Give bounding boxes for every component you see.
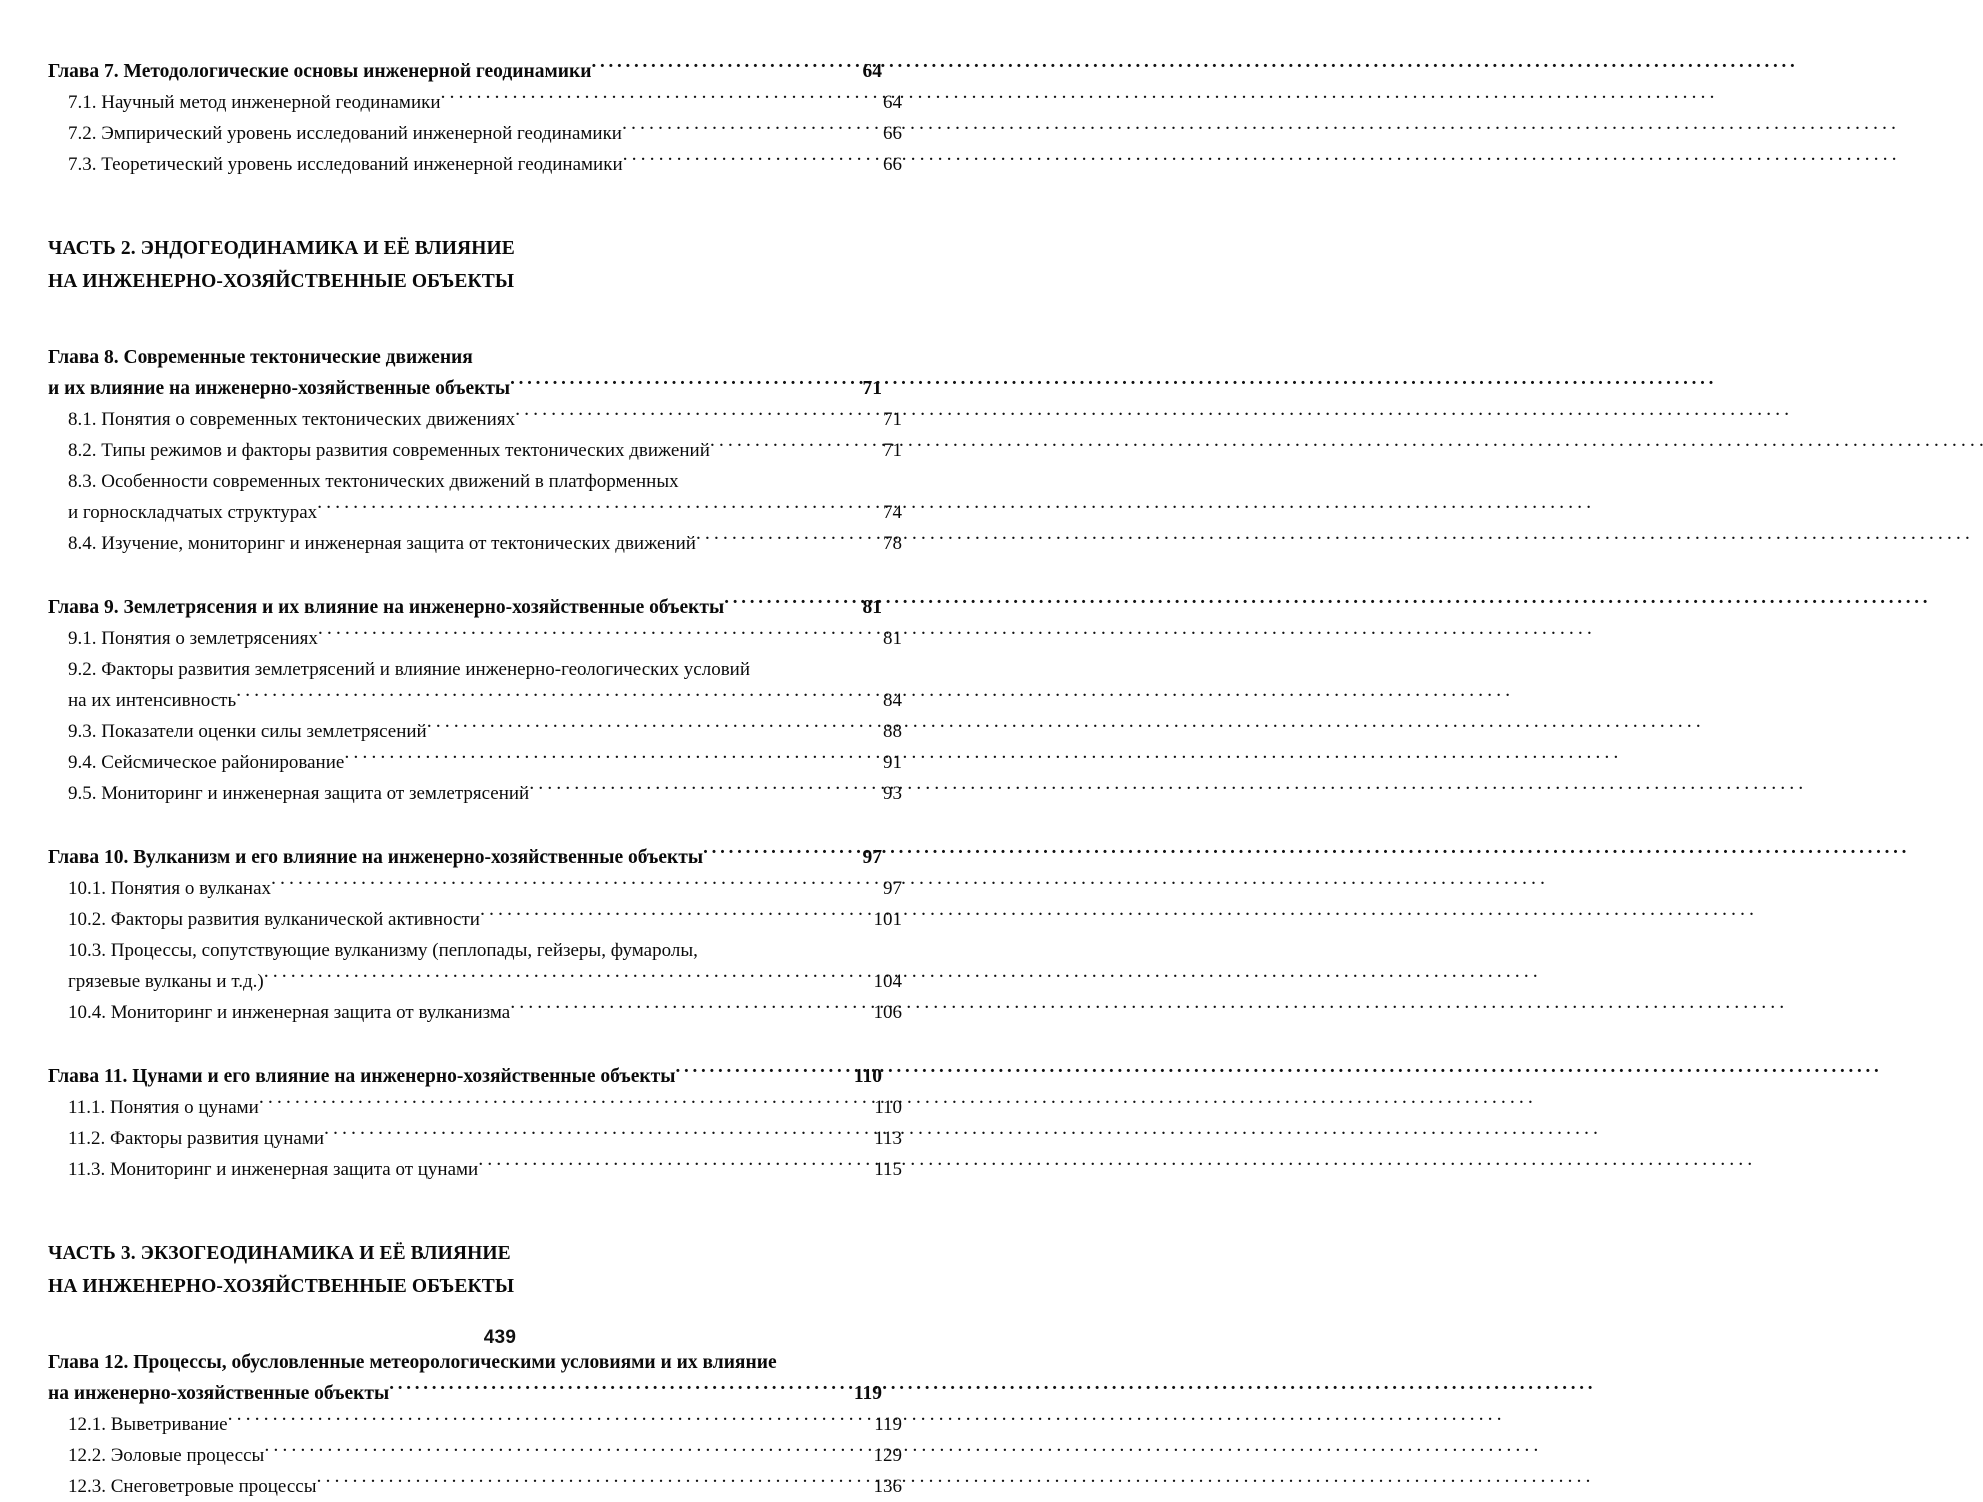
toc-entry-8-2[interactable] bbox=[48, 435, 902, 466]
toc-entry-page: 64 bbox=[883, 92, 902, 113]
toc-entry-page: 106 bbox=[873, 1002, 902, 1023]
leader-dots bbox=[318, 625, 872, 644]
leader-dots bbox=[623, 151, 872, 170]
toc-entry-page: 66 bbox=[883, 123, 902, 144]
toc-entry-label: Глава 10. Вулканизм и его влияние на инженерно-хозяйственные объекты bbox=[48, 847, 704, 868]
toc-entry-page: 136 bbox=[873, 1476, 902, 1497]
toc-entry-page: 71 bbox=[883, 409, 902, 430]
toc-entry-page: 110 bbox=[874, 1097, 902, 1118]
leader-dots bbox=[228, 1411, 872, 1430]
leader-dots bbox=[427, 718, 872, 737]
toc-entry-page: 74 bbox=[883, 502, 902, 523]
toc-entry-label: 10.4. Мониторинг и инженерная защита от вулканизма bbox=[68, 1002, 511, 1023]
chapter-group-9 bbox=[48, 592, 902, 809]
toc-entry-page: 78 bbox=[883, 533, 902, 554]
leader-dots bbox=[510, 999, 872, 1018]
leader-dots bbox=[703, 844, 852, 864]
toc-entry-page: 81 bbox=[883, 628, 902, 649]
leader-dots bbox=[710, 437, 872, 456]
toc-entry-label: 11.1. Понятия о цунами bbox=[68, 1097, 259, 1118]
toc-entry-9-5[interactable] bbox=[48, 778, 902, 809]
toc-entry-7-3[interactable] bbox=[48, 149, 902, 180]
toc-entry-page: 66 bbox=[883, 154, 902, 175]
part-heading-line: ЧАСТЬ 2. ЭНДОГЕОДИНАМИКА И ЕЁ ВЛИЯНИЕ bbox=[48, 238, 515, 259]
toc-entry-10-4[interactable] bbox=[48, 997, 902, 1028]
toc-entry-label: 12.3. Снеговетровые процессы bbox=[68, 1476, 317, 1497]
part-heading-line: НА ИНЖЕНЕРНО-ХОЗЯЙСТВЕННЫЕ ОБЪЕКТЫ bbox=[48, 271, 515, 292]
toc-entry-page: 119 bbox=[853, 1383, 882, 1404]
page-folio: 439 bbox=[483, 1327, 517, 1348]
leader-dots bbox=[264, 1442, 872, 1461]
part-heading-line: ЧАСТЬ 3. ЭКЗОГЕОДИНАМИКА И ЕЁ ВЛИЯНИЕ bbox=[48, 1243, 511, 1264]
leader-dots bbox=[696, 530, 872, 549]
leader-dots bbox=[264, 968, 872, 987]
toc-entry-page: 71 bbox=[883, 440, 902, 461]
leader-dots bbox=[622, 120, 872, 139]
leader-dots bbox=[236, 687, 872, 706]
leader-dots bbox=[480, 906, 872, 925]
leader-dots bbox=[675, 1063, 852, 1083]
toc-entry-chapter-8-line1[interactable]: Глава 8. Современные тектонические движения bbox=[48, 347, 473, 368]
toc-entry-label: 11.3. Мониторинг и инженерная защита от цунами bbox=[68, 1159, 479, 1180]
toc-entry-8-4[interactable] bbox=[48, 528, 902, 559]
chapter-group-12 bbox=[48, 1347, 902, 1502]
toc-entry-page: 84 bbox=[883, 690, 902, 711]
toc-entry-label: и горноскладчатых структурах bbox=[68, 502, 318, 523]
toc-entry-label: 8.2. Типы режимов и факторы развития современных тектонических движений bbox=[68, 440, 710, 461]
toc-entry-label: 10.2. Факторы развития вулканической активности bbox=[68, 909, 480, 930]
leader-dots bbox=[259, 1094, 872, 1113]
leader-dots bbox=[344, 749, 872, 768]
toc-entry-label: 9.5. Мониторинг и инженерная защита от землетрясений bbox=[68, 783, 530, 804]
chapter-group-8 bbox=[48, 342, 902, 559]
toc-entry-page: 101 bbox=[873, 909, 902, 930]
block-spacer bbox=[48, 1185, 882, 1237]
toc-entry-label: Глава 7. Методологические основы инженерной геодинамики bbox=[48, 61, 592, 82]
toc-entry-label: грязевые вулканы и т.д.) bbox=[68, 971, 264, 992]
toc-entry-label: 12.1. Выветривание bbox=[68, 1414, 228, 1435]
part-heading-3 bbox=[48, 1237, 882, 1303]
toc-entry-label: 7.3. Теоретический уровень исследований инженерной геодинамики bbox=[68, 154, 623, 175]
toc-entry-label: Глава 11. Цунами и его влияние на инженерно-хозяйственные объекты bbox=[48, 1066, 676, 1087]
leader-dots bbox=[271, 875, 872, 894]
toc-entry-label: 12.2. Эоловые процессы bbox=[68, 1445, 265, 1466]
toc-entry-page: 71 bbox=[862, 378, 882, 399]
toc-entry-page: 81 bbox=[862, 597, 882, 618]
leader-dots bbox=[324, 1125, 872, 1144]
toc-entry-page: 97 bbox=[883, 878, 902, 899]
leader-dots bbox=[510, 375, 852, 395]
block-spacer bbox=[48, 298, 882, 342]
leader-dots bbox=[515, 406, 872, 425]
chapter-group-11 bbox=[48, 1061, 902, 1185]
toc-entry-page: 64 bbox=[862, 61, 882, 82]
toc-entry-label: 8.4. Изучение, мониторинг и инженерная защита от тектонических движений bbox=[68, 533, 696, 554]
toc-entry-9-1[interactable] bbox=[48, 623, 902, 654]
toc-entry-page: 129 bbox=[873, 1445, 902, 1466]
toc-entry-label: 10.1. Понятия о вулканах bbox=[68, 878, 272, 899]
chapter-group-10 bbox=[48, 842, 902, 1028]
toc-entry-11-3[interactable] bbox=[48, 1154, 902, 1185]
toc-entry-page: 113 bbox=[874, 1128, 902, 1149]
toc-entry-chapter-12-line1[interactable]: Глава 12. Процессы, обусловленные метеорологическими условиями и их влияние bbox=[48, 1352, 777, 1373]
part-heading-2 bbox=[48, 232, 882, 298]
toc-entry-page: 115 bbox=[874, 1159, 902, 1180]
toc-entry-10-3-line1[interactable]: 10.3. Процессы, сопутствующие вулканизму (пеплопады, гейзеры, фумаролы, bbox=[68, 940, 698, 961]
block-spacer bbox=[48, 180, 882, 232]
chapter-group-7 bbox=[48, 56, 902, 180]
part-heading-line: НА ИНЖЕНЕРНО-ХОЗЯЙСТВЕННЫЕ ОБЪЕКТЫ bbox=[48, 1276, 515, 1297]
toc-entry-label: 8.1. Понятия о современных тектонических движениях bbox=[68, 409, 516, 430]
toc-entry-label: 7.2. Эмпирический уровень исследований инженерной геодинамики bbox=[68, 123, 622, 144]
leader-dots bbox=[316, 1473, 872, 1492]
toc-entry-label: на инженерно-хозяйственные объекты bbox=[48, 1383, 390, 1404]
toc-entry-label: на их интенсивность bbox=[68, 690, 237, 711]
toc-entry-10-2[interactable] bbox=[48, 904, 902, 935]
toc-entry-9-2-line1[interactable]: 9.2. Факторы развития землетрясений и влияние инженерно-геологических условий bbox=[68, 659, 751, 680]
toc-entry-page: 104 bbox=[873, 971, 902, 992]
toc-entry-8-3-line1[interactable]: 8.3. Особенности современных тектонических движений в платформенных bbox=[68, 471, 679, 492]
leader-dots bbox=[478, 1156, 872, 1175]
toc-entry-label: 7.1. Научный метод инженерной геодинамики bbox=[68, 92, 441, 113]
leader-dots bbox=[591, 58, 852, 78]
toc-entry-page: 91 bbox=[883, 752, 902, 773]
toc-entry-page: 88 bbox=[883, 721, 902, 742]
toc-entry-page: 93 bbox=[883, 783, 902, 804]
toc-entry-label: и их влияние на инженерно-хозяйственные объекты bbox=[48, 378, 511, 399]
leader-dots bbox=[529, 780, 872, 799]
leader-dots bbox=[724, 594, 852, 614]
toc-entry-label: 9.3. Показатели оценки силы землетрясений bbox=[68, 721, 427, 742]
toc-list bbox=[48, 56, 902, 1502]
leader-dots bbox=[389, 1380, 852, 1400]
toc-entry-label: 9.1. Понятия о землетрясениях bbox=[68, 628, 318, 649]
toc-entry-12-3[interactable] bbox=[48, 1471, 902, 1502]
toc-entry-label: 9.4. Сейсмическое районирование bbox=[68, 752, 345, 773]
toc-entry-page: 119 bbox=[874, 1414, 902, 1435]
leader-dots bbox=[441, 89, 872, 108]
toc-entry-page: 110 bbox=[853, 1066, 882, 1087]
leader-dots bbox=[317, 499, 872, 518]
toc-entry-page: 97 bbox=[862, 847, 882, 868]
toc-entry-label: Глава 9. Землетрясения и их влияние на инженерно-хозяйственные объекты bbox=[48, 597, 725, 618]
toc-entry-label: 11.2. Факторы развития цунами bbox=[68, 1128, 325, 1149]
